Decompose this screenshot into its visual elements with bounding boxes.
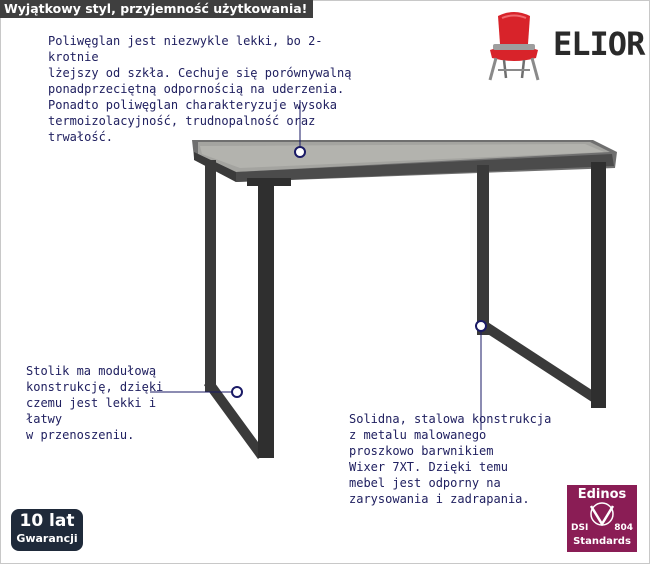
tabletop <box>192 140 617 182</box>
annotation-modular: Stolik ma modułową konstrukcję, dzięki czemu jest lekki i łatwy w przenoszeniu. <box>26 364 164 442</box>
edinos-standards: Standards <box>573 536 631 547</box>
warranty-label: Gwarancji <box>16 532 78 545</box>
promo-banner: Wyjątkowy styl, przyjemność użytkowania! <box>0 0 313 18</box>
brand-name: ELIOR <box>553 25 645 63</box>
callout-marker-left <box>232 387 242 397</box>
warranty-years: 10 lat <box>19 511 75 531</box>
front-right-leg <box>591 162 606 408</box>
callout-marker-top <box>295 147 305 157</box>
callout-marker-right <box>476 321 486 331</box>
edinos-code-right: 804 <box>614 523 633 533</box>
warranty-badge <box>11 509 83 551</box>
edinos-code <box>571 523 633 534</box>
edinos-code-left: DSI <box>571 523 589 533</box>
edinos-badge <box>567 485 637 552</box>
annotation-polycarbonate: Poliwęglan jest niezwykle lekki, bo 2-krotnie lżejszy od szkła. Cechuje się porównywalną ponadprzeciętną odpornością na uderzenia. Ponadto poliwęglan charakteryzuje wysoka termoizolacyjność, trudnopalność oraz trwałość. <box>48 34 352 144</box>
front-left-leg <box>247 178 291 458</box>
edinos-title: Edinos <box>577 487 627 502</box>
annotation-steel: Solidna, stalowa konstrukcja z metalu malowanego proszkowo barwnikiem Wixer 7XT. Dzięki temu mebel jest odporny na zarysowania i zadrapania. <box>349 412 552 506</box>
back-right-leg <box>477 165 598 400</box>
back-left-leg <box>205 160 262 456</box>
